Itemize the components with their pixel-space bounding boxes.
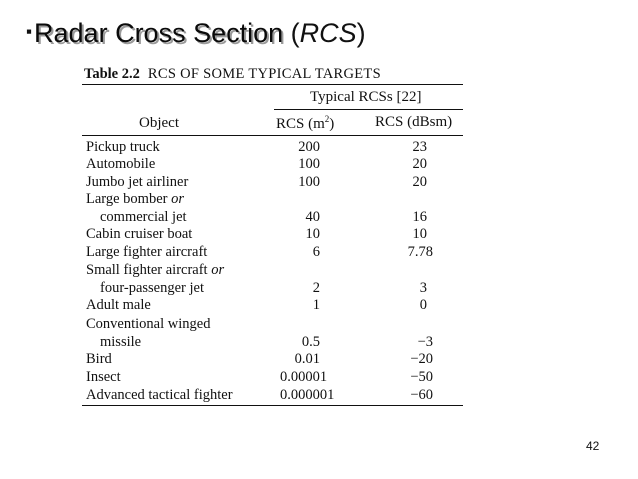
header-rcs-dbsm: RCS (dBsm) (375, 114, 453, 130)
table-row-rcs-dbsm: 20 (412, 156, 427, 172)
table-row-rcs-m2: 40 (305, 209, 320, 225)
table-row-object-line2: four-passenger jet (100, 280, 204, 296)
header-rcs-m2 (276, 114, 334, 133)
table-row-object: Jumbo jet airliner (86, 174, 189, 190)
object-italic-text: or (171, 191, 184, 207)
group-header-typical-rcss: Typical RCSs [22] (310, 89, 422, 105)
table-top-rule (82, 84, 463, 85)
table-row-rcs-dbsm: 7.78 (407, 244, 433, 260)
header-rcs-m2-superscript: 2 (324, 114, 330, 124)
table-row-rcs-dbsm: 3 (419, 280, 427, 296)
page-number: 42 (586, 439, 600, 453)
table-row-rcs-dbsm: −20 (410, 351, 433, 367)
table-row-rcs-m2: 2 (312, 280, 320, 296)
table-row-object: Cabin cruiser boat (86, 226, 193, 242)
table-bottom-rule (82, 405, 463, 406)
header-object: Object (139, 115, 179, 131)
header-rcs-m2-suffix: ) (329, 116, 335, 132)
title-main-text: Radar Cross Section (34, 18, 284, 48)
title-paren-open: ( (283, 18, 300, 48)
table-row-object: Bird (86, 351, 112, 367)
table-row-object: Pickup truck (86, 139, 160, 155)
table-row-rcs-m2: 0.5 (301, 334, 320, 350)
title-paren-close: ) (356, 18, 366, 48)
table-row-rcs-dbsm: −60 (410, 387, 433, 403)
table-row-object-line2: commercial jet (100, 209, 187, 225)
table-row-rcs-m2: 1 (312, 297, 320, 313)
table-row-rcs-m2: 0.000001 (280, 387, 335, 403)
object-italic-text: or (211, 262, 225, 278)
header-bottom-rule (82, 135, 463, 136)
table-row-rcs-dbsm: 0 (419, 297, 427, 313)
object-text: Large bomber (86, 191, 172, 207)
table-row-object-line1: Conventional winged (86, 316, 211, 332)
table-row-rcs-m2: 200 (298, 139, 320, 155)
table-row-rcs-m2: 0.00001 (280, 369, 328, 385)
table-row-object: Insect (86, 369, 121, 385)
title-abbreviation: RCS (299, 18, 357, 48)
table-row-rcs-dbsm: 10 (412, 226, 427, 242)
table-row-rcs-m2: 100 (298, 156, 320, 172)
table-row-rcs-dbsm: 23 (412, 139, 427, 155)
table-row-object-line1 (86, 191, 184, 208)
table-row-rcs-m2: 100 (298, 174, 320, 190)
table-row-object-line2: missile (100, 334, 142, 350)
table-row-rcs-m2: 0.01 (294, 351, 320, 367)
table-row-object-line1 (86, 262, 224, 279)
table-row-object: Automobile (86, 156, 156, 172)
table-caption-text: RCS OF SOME TYPICAL TARGETS (147, 66, 381, 82)
square-bullet-icon: ▪ (26, 22, 33, 41)
table-row-object: Large fighter aircraft (86, 244, 208, 260)
table-row-rcs-dbsm: 16 (412, 209, 427, 225)
table-row-rcs-m2: 6 (312, 244, 320, 260)
slide-title (26, 15, 366, 50)
table-row-rcs-dbsm: 20 (412, 174, 427, 190)
object-text: Small fighter aircraft (86, 262, 212, 278)
header-rcs-m2-prefix: RCS (m (276, 116, 325, 132)
group-header-rule (274, 109, 463, 110)
table-row-rcs-m2: 10 (305, 226, 320, 242)
table-row-rcs-dbsm: −50 (410, 369, 433, 385)
table-number: Table 2.2 (84, 66, 140, 82)
table-row-rcs-dbsm: −3 (417, 334, 433, 350)
table-row-object: Adult male (86, 297, 151, 313)
table-caption (84, 66, 381, 83)
table-row-object: Advanced tactical fighter (86, 387, 233, 403)
